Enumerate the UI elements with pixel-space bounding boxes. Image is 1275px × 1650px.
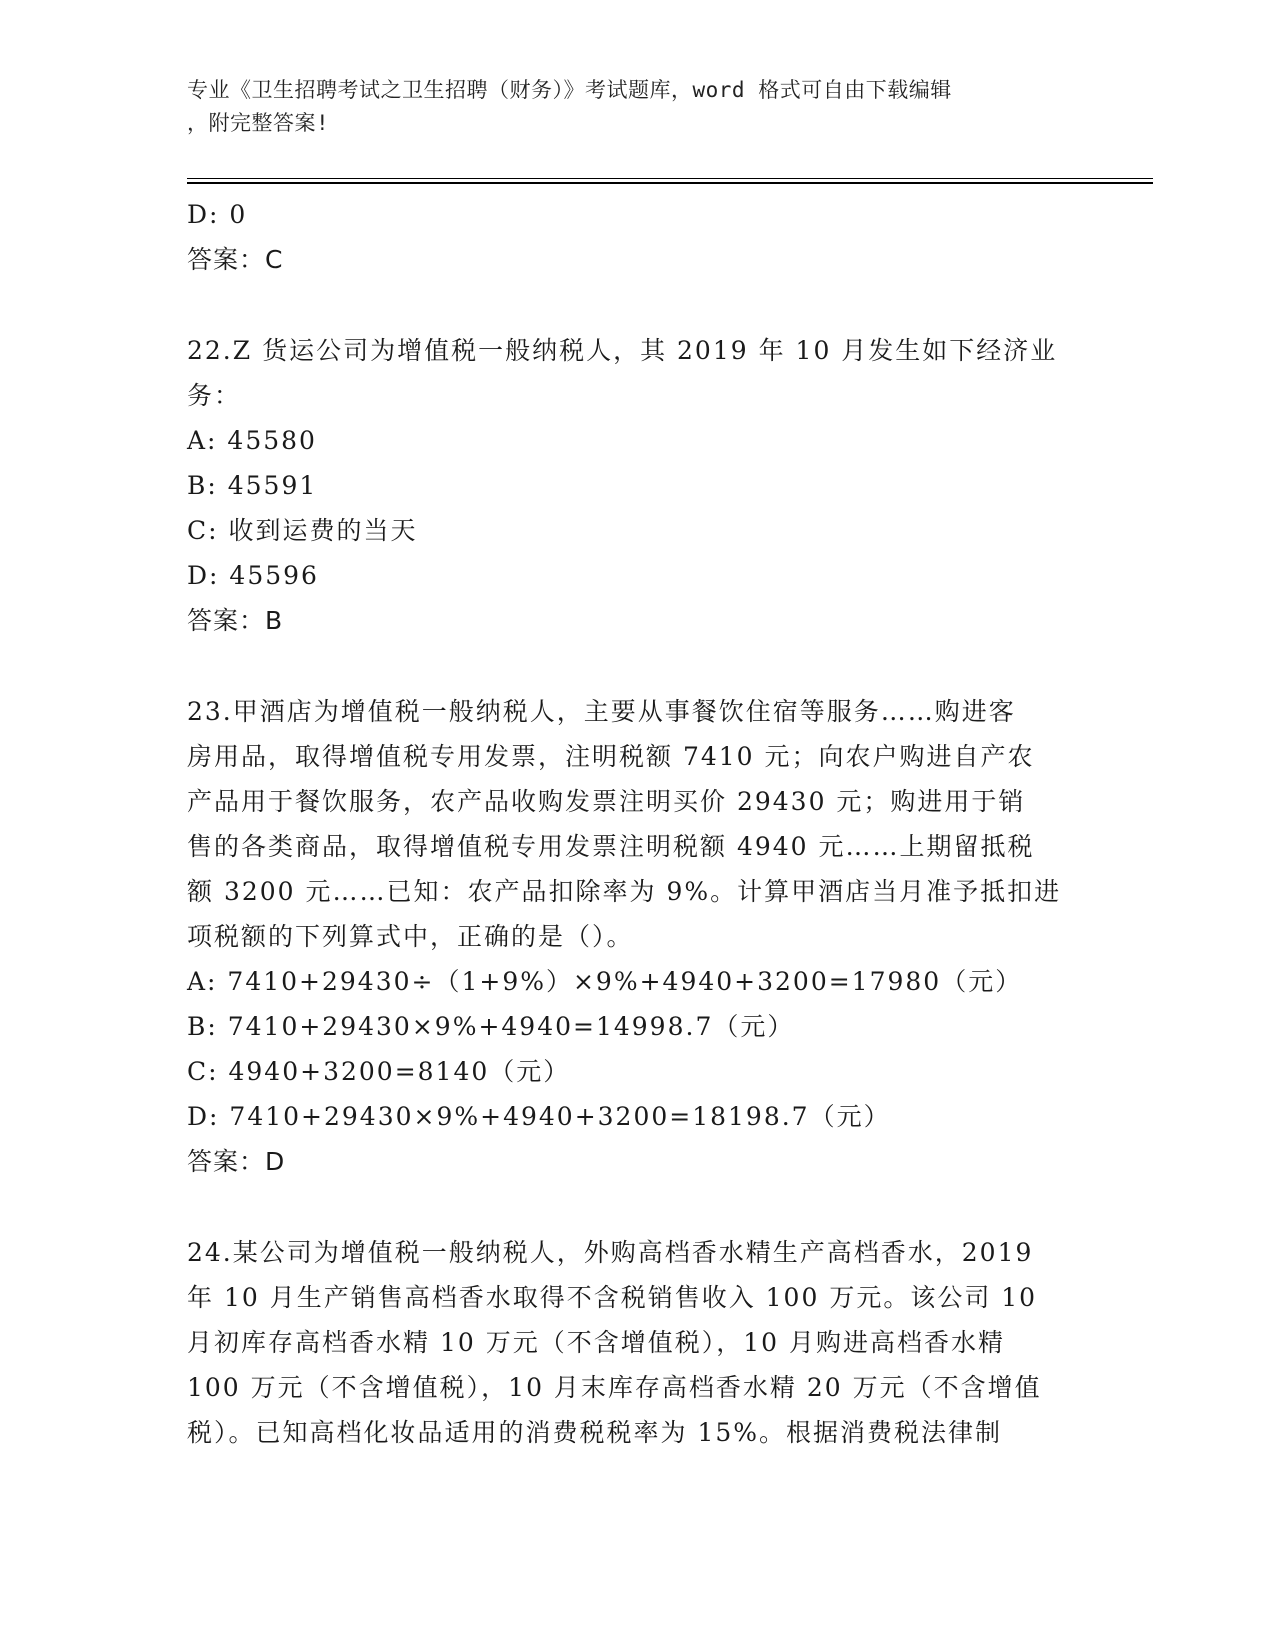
question-stem-line: 月初库存高档香水精 10 万元（不含增值税），10 月购进高档香水精 xyxy=(187,1328,1005,1357)
question-stem-line: 售的各类商品，取得增值税专用发票注明税额 4940 元……上期留抵税 xyxy=(187,832,1035,861)
answer-line: 答案：B xyxy=(187,606,284,635)
document-header xyxy=(187,74,1067,140)
question-stem-line: 税）。已知高档化妆品适用的消费税税率为 15%。根据消费税法律制 xyxy=(187,1418,1003,1447)
header-divider-thin xyxy=(187,178,1153,179)
spacer xyxy=(187,1184,1077,1230)
question-stem-line: 22.Z 货运公司为增值税一般纳税人，其 2019 年 10 月发生如下经济业 xyxy=(187,336,1058,365)
option-d: D: 45596 xyxy=(187,561,319,590)
option-c: C: 收到运费的当天 xyxy=(187,516,418,545)
question-stem-line: 年 10 月生产销售高档香水取得不含税销售收入 100 万元。该公司 10 xyxy=(187,1283,1038,1312)
question-stem-line: 100 万元（不含增值税），10 月末库存高档香水精 20 万元（不含增值 xyxy=(187,1373,1042,1402)
question-stem-line: 23.甲酒店为增值税一般纳税人，主要从事餐饮住宿等服务……购进客 xyxy=(187,697,1016,726)
question-24 xyxy=(187,1230,1077,1455)
question-stem-line: 项税额的下列算式中，正确的是（）。 xyxy=(187,922,634,951)
option-b: B: 7410+29430×9%+4940=14998.7（元） xyxy=(187,1012,795,1041)
question-stem-line: 额 3200 元……已知：农产品扣除率为 9%。计算甲酒店当月准予抵扣进 xyxy=(187,877,1062,906)
question-23 xyxy=(187,689,1077,1184)
header-divider-thick xyxy=(187,182,1153,184)
question-stem-line: 产品用于餐饮服务，农产品收购发票注明买价 29430 元；购进用于销 xyxy=(187,787,1026,816)
spacer xyxy=(187,282,1077,328)
option-a: A: 7410+29430÷（1+9%）×9%+4940+3200=17980（元） xyxy=(187,967,1023,996)
option-a: A: 45580 xyxy=(187,426,317,455)
spacer xyxy=(187,643,1077,689)
question-content xyxy=(187,192,1077,1455)
question-stem-line: 务： xyxy=(187,381,242,410)
option-d: D: 0 xyxy=(187,200,248,229)
question-22 xyxy=(187,328,1077,643)
question-21-tail xyxy=(187,192,1077,282)
header-line-2: ，附完整答案! xyxy=(187,111,330,135)
header-line-1: 专业《卫生招聘考试之卫生招聘（财务）》考试题库，word 格式可自由下载编辑 xyxy=(187,78,952,102)
option-c: C: 4940+3200=8140（元） xyxy=(187,1057,571,1086)
option-d: D: 7410+29430×9%+4940+3200=18198.7（元） xyxy=(187,1102,891,1131)
question-stem-line: 房用品，取得增值税专用发票，注明税额 7410 元；向农户购进自产农 xyxy=(187,742,1035,771)
answer-line: 答案：C xyxy=(187,245,284,274)
answer-line: 答案：D xyxy=(187,1147,286,1176)
option-b: B: 45591 xyxy=(187,471,318,500)
question-stem-line: 24.某公司为增值税一般纳税人，外购高档香水精生产高档香水，2019 xyxy=(187,1238,1034,1267)
